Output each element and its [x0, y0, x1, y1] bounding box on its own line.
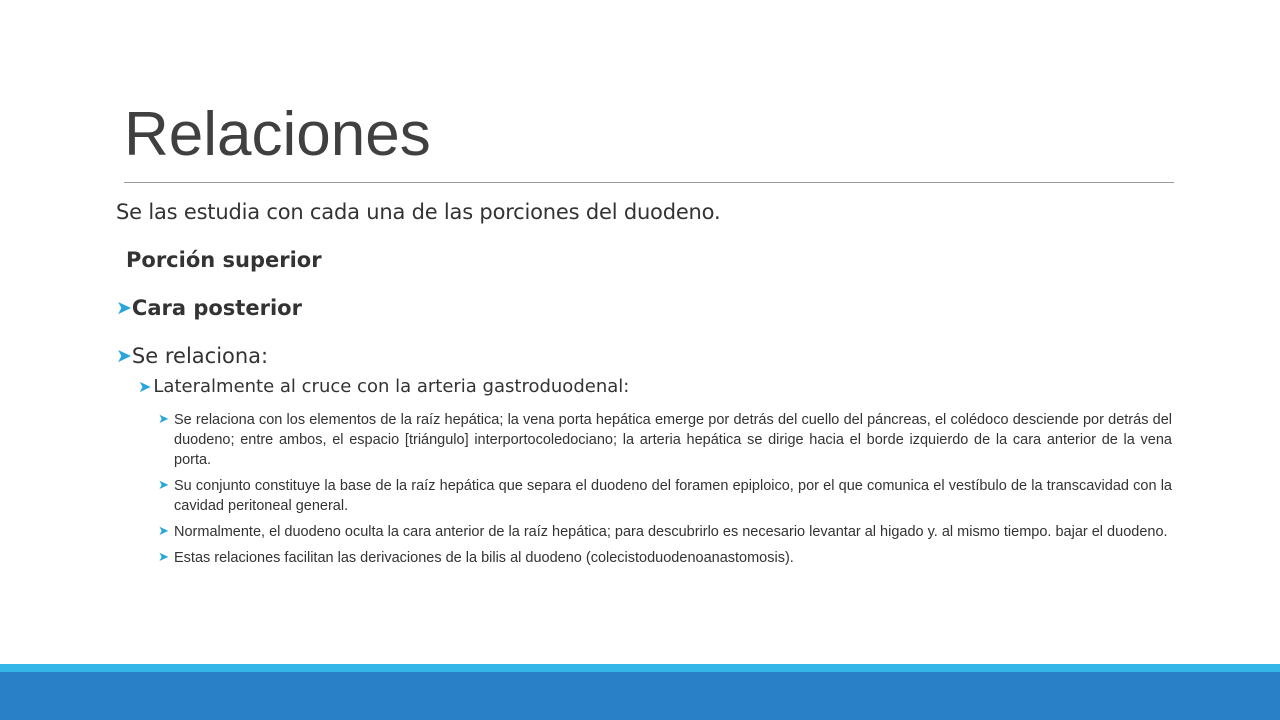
slide-title: Relaciones — [124, 100, 431, 169]
list-item-text: Estas relaciones facilitan las derivaciones de la bilis al duodeno (colecistoduodenoanastomosis). — [174, 550, 794, 566]
bullet-cara-posterior — [116, 296, 302, 320]
list-item — [158, 522, 1172, 542]
arrow-bullet-icon: ➤ — [158, 477, 169, 492]
arrow-bullet-icon: ➤ — [116, 296, 132, 319]
bullet-label: Cara posterior — [131, 296, 302, 320]
list-item — [158, 410, 1172, 470]
arrow-bullet-icon: ➤ — [116, 344, 132, 367]
section-heading: Porción superior — [126, 248, 322, 272]
intro-text: Se las estudia con cada una de las porciones del duodeno. — [116, 200, 721, 224]
arrow-bullet-icon: ➤ — [158, 523, 169, 538]
subbullet-lateralmente — [138, 376, 629, 397]
list-item — [158, 476, 1172, 516]
arrow-bullet-icon: ➤ — [158, 549, 169, 564]
list-item-text: Su conjunto constituye la base de la raíz hepática que separa el duodeno del foramen epiploico, por el que comunica el vestíbulo de la transcavidad con la cavidad peritoneal general. — [174, 478, 1172, 514]
list-item — [158, 548, 1172, 568]
bullet-label: Se relaciona: — [131, 344, 269, 368]
bullet-se-relaciona — [116, 344, 268, 368]
arrow-bullet-icon: ➤ — [138, 376, 152, 396]
title-divider — [124, 182, 1174, 183]
list-item-text: Normalmente, el duodeno oculta la cara anterior de la raíz hepática; para descubrirlo es necesario levantar al higado y. al mismo tiempo. bajar el duodeno. — [174, 524, 1168, 540]
detail-list — [158, 410, 1172, 574]
footer-accent-bar — [0, 664, 1280, 672]
list-item-text: Se relaciona con los elementos de la raíz hepática; la vena porta hepática emerge por detrás del cuello del páncreas, el colédoco desciende por detrás del duodeno; entre ambos, el espacio [triángulo] interportocoledociano; la arteria hepática se dirige hacia el borde izquierdo de la cara anterior de la vena porta. — [174, 412, 1172, 468]
arrow-bullet-icon: ➤ — [158, 411, 169, 426]
footer-bar — [0, 672, 1280, 720]
subbullet-label: Lateralmente al cruce con la arteria gastroduodenal: — [153, 376, 630, 397]
